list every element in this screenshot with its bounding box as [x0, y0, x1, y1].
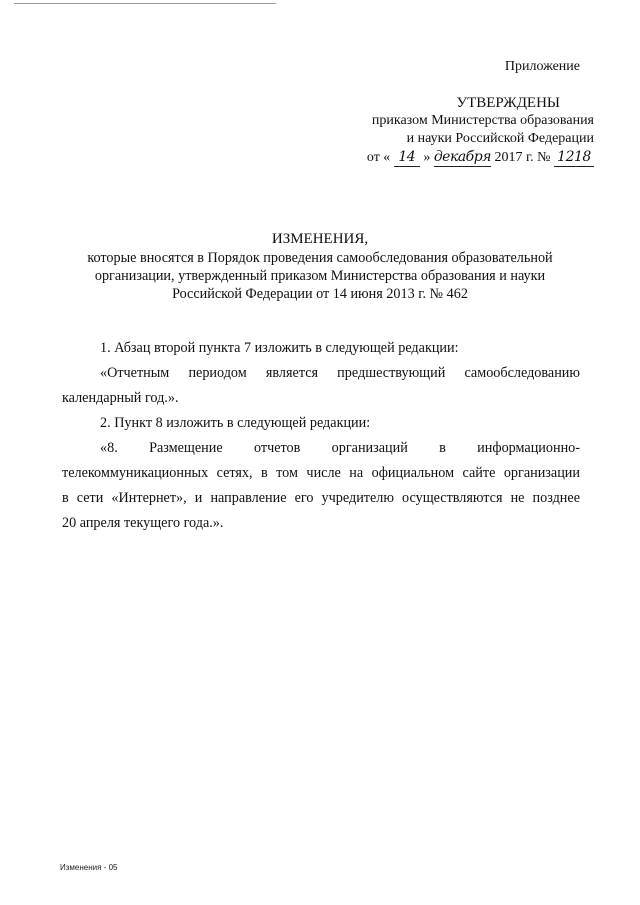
heading-line-1: которые вносятся в Порядок проведения самообследования образовательной	[87, 250, 553, 266]
handwritten-order-number: 1218	[554, 148, 594, 167]
footer-note: Изменения - 05	[60, 863, 118, 872]
item-2-text-line-1: «8. Размещение отчетов организаций в информационно-	[100, 440, 580, 456]
item-2-text-line-2: телекоммуникационных сетях, в том числе на официальном сайте организации	[62, 465, 580, 481]
approved-line-1: приказом Министерства образования	[371, 113, 594, 128]
heading-line-3: Российской Федерации от 14 июня 2013 г. № 462	[172, 286, 468, 302]
item-1-text-line-2: календарный год.».	[62, 390, 179, 406]
approved-title: УТВЕРЖДЕНЫ	[456, 95, 560, 111]
document-body	[62, 336, 580, 536]
approved-line-2: и науки Российской Федерации	[406, 131, 594, 146]
item-1-text-line-1: «Отчетным периодом является предшествующий самообследованию	[100, 365, 580, 381]
date-mid: »	[423, 150, 431, 165]
item-2-text-line-4: 20 апреля текущего года.».	[62, 515, 224, 531]
item-2-text-line-3: в сети «Интернет», и направление его учредителю осуществляются не позднее	[62, 490, 580, 506]
item-2: 2. Пункт 8 изложить в следующей редакции:	[100, 415, 371, 431]
date-prefix: от «	[366, 150, 391, 165]
handwritten-month: декабря	[433, 149, 491, 165]
date-year-suffix: 2017 г. №	[494, 150, 551, 165]
document-heading	[60, 230, 580, 303]
order-date-line	[294, 148, 594, 167]
heading-title: ИЗМЕНЕНИЯ,	[271, 231, 369, 247]
scan-edge-line	[14, 3, 276, 4]
approval-block	[294, 58, 594, 167]
handwritten-day: 14	[394, 148, 420, 167]
heading-line-2: организации, утвержденный приказом Министерства образования и науки	[94, 268, 546, 284]
appendix-label: Приложение	[504, 59, 580, 74]
item-1: 1. Абзац второй пункта 7 изложить в следующей редакции:	[100, 340, 459, 356]
